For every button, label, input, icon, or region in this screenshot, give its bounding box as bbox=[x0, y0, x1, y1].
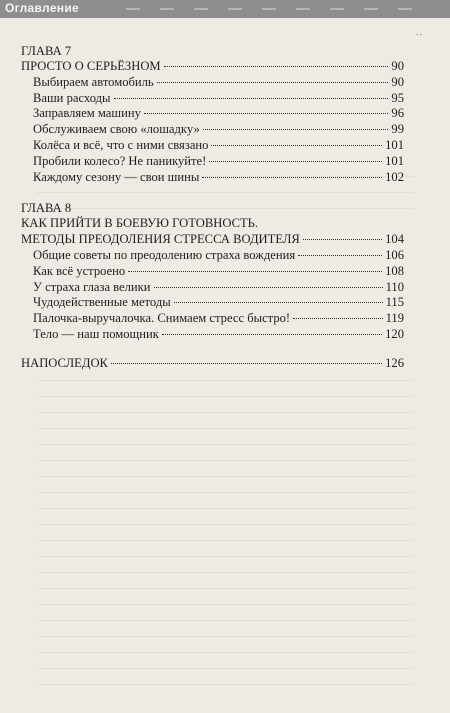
section-title: Заправляем машину bbox=[33, 106, 141, 121]
toc-section-entry[interactable] bbox=[21, 91, 404, 107]
spacer bbox=[21, 185, 404, 201]
toc-section-entry[interactable] bbox=[21, 295, 404, 311]
page-number: 95 bbox=[391, 90, 404, 105]
section-title: Пробили колесо? Не паникуйте! bbox=[33, 153, 207, 168]
dot-leader bbox=[154, 287, 383, 288]
page-number: 119 bbox=[385, 311, 404, 326]
page-number: 104 bbox=[385, 232, 404, 247]
dot-leader bbox=[157, 82, 389, 83]
page-number: 126 bbox=[385, 355, 404, 370]
toc-section-entry[interactable] bbox=[21, 248, 404, 264]
running-header-title: Оглавление bbox=[5, 1, 79, 15]
toc-chapter-entry[interactable] bbox=[21, 232, 404, 248]
chapter-label: ГЛАВА 8 bbox=[21, 201, 72, 216]
dot-leader bbox=[111, 363, 382, 364]
toc-section-entry[interactable] bbox=[21, 264, 404, 280]
dot-leader bbox=[114, 98, 389, 99]
chapter-label: ГЛАВА 7 bbox=[21, 44, 72, 58]
header-rule-mark bbox=[262, 8, 276, 10]
page-number: 115 bbox=[385, 295, 404, 310]
toc-section-entry[interactable] bbox=[21, 170, 404, 186]
toc-section-entry[interactable] bbox=[21, 311, 404, 327]
page-number: 90 bbox=[391, 59, 404, 73]
header-rule-mark bbox=[160, 8, 174, 10]
table-of-contents bbox=[21, 44, 404, 372]
header-rule-mark bbox=[296, 8, 310, 10]
section-title: Обслуживаем свою «лошадку» bbox=[33, 122, 200, 137]
toc-section-entry[interactable] bbox=[21, 106, 404, 122]
toc-section-entry[interactable] bbox=[21, 280, 404, 296]
section-title: Каждому сезону — свои шины bbox=[33, 169, 200, 184]
page-number: 101 bbox=[385, 153, 404, 168]
page-number: 96 bbox=[391, 106, 404, 121]
chapter-title: МЕТОДЫ ПРЕОДОЛЕНИЯ СТРЕССА ВОДИТЕЛЯ bbox=[21, 232, 300, 247]
page-number: 99 bbox=[391, 122, 404, 137]
spacer bbox=[21, 343, 404, 356]
section-title: Палочка-выручалочка. Снимаем стресс быстро! bbox=[33, 311, 291, 326]
toc-section-entry[interactable] bbox=[21, 75, 404, 91]
dot-leader bbox=[209, 161, 382, 162]
dot-leader bbox=[293, 318, 382, 319]
header-rule-mark bbox=[194, 8, 208, 10]
toc-section-entry[interactable] bbox=[21, 122, 404, 138]
chapter-8 bbox=[21, 201, 404, 342]
header-rule-mark bbox=[330, 8, 344, 10]
afterword-title: НАПОСЛЕДОК bbox=[21, 355, 108, 370]
toc-section-entry[interactable] bbox=[21, 154, 404, 170]
dot-leader bbox=[162, 334, 382, 335]
dot-leader bbox=[144, 113, 389, 114]
dot-leader bbox=[174, 302, 383, 303]
dot-leader bbox=[298, 255, 382, 256]
chapter-7 bbox=[21, 44, 404, 185]
chapter-title-line: КАК ПРИЙТИ В БОЕВУЮ ГОТОВНОСТЬ. bbox=[21, 216, 259, 231]
toc-section-entry[interactable] bbox=[21, 138, 404, 154]
dot-leader bbox=[202, 177, 382, 178]
page-number: 102 bbox=[385, 169, 404, 184]
section-title: Колёса и всё, что с ними связано bbox=[33, 137, 209, 152]
header-rule-mark bbox=[126, 8, 140, 10]
toc-section-entry[interactable] bbox=[21, 327, 404, 343]
page-number: 106 bbox=[385, 247, 404, 262]
page-number: 110 bbox=[385, 279, 404, 294]
section-title: Ваши расходы bbox=[33, 90, 111, 105]
toc-afterword-entry[interactable] bbox=[21, 356, 404, 372]
section-title: Общие советы по преодолению страха вождения bbox=[33, 247, 296, 262]
running-header bbox=[0, 0, 450, 18]
header-rule-mark bbox=[364, 8, 378, 10]
page-number: 120 bbox=[385, 326, 404, 341]
page-number: 101 bbox=[385, 137, 404, 152]
dot-leader bbox=[164, 66, 389, 67]
section-title: Выбираем автомобиль bbox=[33, 74, 154, 89]
dot-leader bbox=[128, 271, 382, 272]
page-number: 108 bbox=[385, 263, 404, 278]
page-corner-mark: .. bbox=[416, 27, 424, 37]
header-rule-mark bbox=[228, 8, 242, 10]
page-number: 90 bbox=[391, 74, 404, 89]
section-title: У страха глаза велики bbox=[33, 279, 151, 294]
header-rule-mark bbox=[398, 8, 412, 10]
dot-leader bbox=[211, 145, 382, 146]
section-title: Чудодейственные методы bbox=[33, 295, 171, 310]
dot-leader bbox=[203, 129, 389, 130]
dot-leader bbox=[303, 239, 382, 240]
toc-chapter-entry[interactable] bbox=[21, 59, 404, 75]
chapter-title: ПРОСТО О СЕРЬЁЗНОМ bbox=[21, 59, 161, 73]
section-title: Как всё устроено bbox=[33, 263, 126, 278]
section-title: Тело — наш помощник bbox=[33, 326, 159, 341]
